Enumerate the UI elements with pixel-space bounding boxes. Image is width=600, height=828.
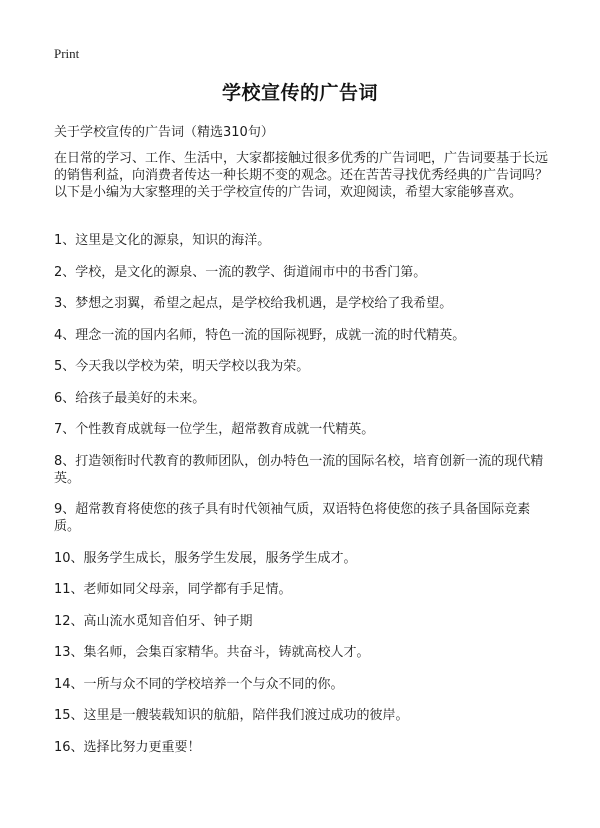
slogan-item: 1、这里是文化的源泉，知识的海洋。: [54, 233, 271, 248]
slogan-item: 4、理念一流的国内名师，特色一流的国际视野，成就一流的时代精英。: [54, 327, 466, 343]
page-title: 学校宣传的广告词: [221, 82, 378, 104]
slogan-item: 10、服务学生成长，服务学生发展，服务学生成才。: [54, 550, 357, 566]
slogan-item: 7、个性教育成就每一位学生，超常教育成就一代精英。: [54, 422, 375, 437]
slogan-item: 9、超常教育将使您的孩子具有时代领袖气质，双语特色将使您的孩子具备国际竞素质。: [54, 502, 531, 534]
slogan-item: 12、高山流水觅知音伯牙、钟子期: [54, 613, 253, 629]
page-subtitle: 关于学校宣传的广告词（精选310句）: [54, 125, 274, 140]
slogan-item: 11、老师如同父母亲，同学都有手足情。: [54, 582, 292, 597]
slogan-item: 8、打造领衔时代教育的教师团队，创办特色一流的国际名校，培育创新一流的现代精英。: [54, 453, 544, 486]
slogan-list: [54, 232, 554, 770]
slogan-item: 5、今天我以学校为荣，明天学校以我为荣。: [54, 359, 310, 374]
slogan-item: 2、学校，是文化的源泉、一流的教学、街道闹市中的书香门第。: [54, 264, 427, 280]
slogan-item: 16、选择比努力更重要！: [54, 739, 201, 755]
slogan-item: 13、集名师，会集百家精华。共奋斗，铸就高校人才。: [54, 645, 370, 660]
slogan-item: 3、梦想之羽翼，希望之起点，是学校给我机遇，是学校给了我希望。: [54, 296, 453, 311]
slogan-item: 15、这里是一艘装载知识的航船，陪伴我们渡过成功的彼岸。: [54, 708, 409, 723]
print-label[interactable]: Print: [54, 46, 80, 61]
intro-paragraph: 在日常的学习、工作、生活中，大家都接触过很多优秀的广告词吧，广告词要基于长远的销售利益，向消费者传达一种长期不变的观念。还在苦苦寻找优秀经典的广告词吗？以下是小编为大家整理的关于学校宣传的广告词，欢迎阅读，希望大家能够喜欢。: [54, 151, 549, 200]
slogan-item: 14、一所与众不同的学校培养一个与众不同的你。: [54, 676, 344, 692]
slogan-item: 6、给孩子最美好的未来。: [54, 390, 206, 406]
